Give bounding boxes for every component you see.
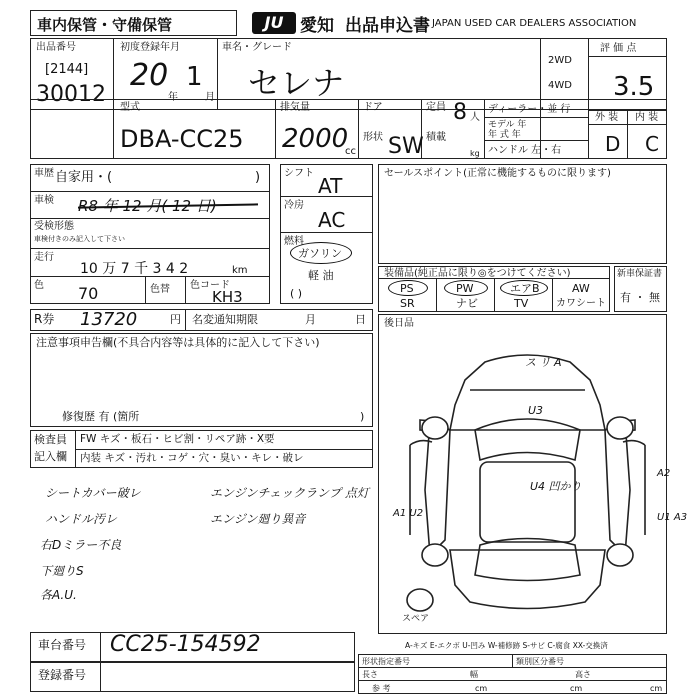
month-char: 月 (205, 92, 215, 103)
capacity-unit: 人 (470, 112, 480, 123)
equip-item-1-top: PS (400, 282, 414, 295)
cm-unit-3: cm (650, 684, 663, 693)
equip-item-2-bottom: ナビ (456, 297, 478, 310)
notice-month: 月 (305, 313, 316, 326)
handle-label: ハンドル 左・右 (488, 145, 562, 156)
car-rear-window (475, 539, 580, 581)
changed-label: 形状指定番号 (362, 657, 410, 666)
drive-2wd: 2WD (548, 55, 572, 66)
km-unit: km (232, 265, 248, 276)
equip-item-3-top: エアB (510, 282, 540, 295)
chassis-value: CC25-154592 (110, 632, 261, 657)
note-left-4: 下廻りS (40, 564, 84, 578)
color-code-value: KH3 (212, 288, 243, 306)
ext-grade: D (605, 132, 621, 156)
color-label: 色 (34, 280, 44, 291)
usage-label: 車歴 (34, 168, 54, 179)
disp-label: 排気量 (280, 102, 310, 113)
dealer-label: ディーラー・並 行 (488, 104, 571, 115)
ac-label: 冷房 (284, 200, 304, 211)
sales-label: セールスポイント(正常に機能するものに限ります) (384, 168, 611, 179)
name-label: 車名・グレード (222, 42, 292, 53)
cm-unit-1: cm (475, 684, 488, 693)
equip-item-4-top: AW (572, 282, 590, 295)
reg-number-label: 登録番号 (38, 668, 87, 682)
reg-month: 1 (186, 62, 203, 92)
inspector-line-1: FW キズ・板石・ヒビ割・リペア跡・X要 (80, 433, 275, 445)
lot-label: 出品番号 (36, 42, 76, 53)
damage-legend: A-キズ E-エクボ U-凹み W-補修跡 S-サビ C-腐食 XX-交換済 (405, 641, 608, 650)
height-label: 高さ (575, 670, 591, 679)
lot-number: 30012 (36, 82, 106, 107)
fuel-paren: ( ) (290, 287, 303, 300)
org-name: 愛知 (300, 16, 334, 36)
color-value: 70 (78, 284, 99, 303)
mileage-label: 走行 (34, 252, 54, 263)
note-left-3: 右Dミラー不良 (40, 538, 122, 552)
receipt-label: 受検形態 (34, 221, 74, 232)
note-left-1: シートカバー破レ (45, 486, 141, 500)
equipment-label: 装備品(純正品に限り◎をつけてください) (384, 268, 571, 279)
note-left-2: ハンドル汚レ (45, 512, 118, 526)
car-left-side (425, 420, 450, 555)
recycle-label: R券 (34, 312, 55, 326)
int-label: 内 装 (635, 112, 659, 123)
shift-value: AT (318, 174, 343, 198)
lot-bracket: [2144] (45, 62, 89, 77)
ju-logo: JU (252, 12, 296, 34)
spare-label: スペア (402, 614, 430, 624)
capacity-label: 定員 (426, 102, 446, 113)
displacement-value: 2000 (282, 124, 349, 154)
receipt-note: 車検付きのみ記入して下さい (34, 235, 125, 243)
drive-4wd: 4WD (548, 80, 572, 91)
note-left-5: 各A.U. (40, 588, 77, 602)
storage-label: 車内保管・守備保管 (37, 16, 173, 34)
chassis-label: 車台番号 (38, 638, 87, 652)
after-label: 後日品 (384, 318, 414, 329)
storage-box (30, 10, 237, 36)
capacity-value: 8 (453, 100, 467, 125)
inspector-label-2: 記入欄 (34, 450, 67, 463)
equip-item-3-bottom: TV (514, 297, 529, 310)
sales-block (378, 164, 667, 264)
mark-center: U4 凹かり (530, 480, 582, 493)
warranty-label: 新車保証書 (617, 269, 663, 279)
association-name: JAPAN USED CAR DEALERS ASSOCIATION (432, 18, 637, 29)
model-label: 型式 (120, 102, 140, 113)
reg-label: 初度登録年月 (120, 42, 180, 53)
wheel-spare (407, 589, 433, 611)
door-label: ドア (363, 102, 383, 113)
wheel-front-left (422, 417, 448, 439)
wheel-rear-left (422, 544, 448, 566)
notice-day: 日 (355, 313, 366, 326)
mark-roof: U3 (528, 404, 544, 417)
rating-label: 評 価 点 (600, 43, 637, 54)
model-year-label: モデル 年 (488, 120, 527, 130)
equip-item-1-bottom: SR (400, 297, 415, 310)
mark-right-lower: U1 A3 (657, 512, 688, 523)
fuel-diesel: 軽 油 (308, 269, 334, 282)
body-type: SW (388, 134, 424, 159)
car-rear-outline (450, 550, 605, 609)
width-label: 幅 (470, 670, 478, 679)
equip-item-4-bottom: カワシート (556, 298, 606, 309)
car-roof (480, 462, 575, 542)
mark-left: A1 U2 (393, 508, 424, 519)
note-right-2: エンジン廻り異音 (210, 512, 306, 526)
load-label: 積載 (426, 132, 446, 143)
usage-value: 自家用・( (55, 170, 113, 185)
year-char: 年 (168, 92, 178, 103)
fuel-gas: ガソリン (298, 247, 342, 260)
ref-label: 参 考 (372, 684, 391, 693)
remarks-label: 注意事項申告欄(不具合内容等は具体的に記入して下さい) (36, 336, 320, 349)
color-code-label: 色コード (190, 280, 230, 291)
inspector-label-1: 検査員 (34, 433, 67, 446)
recycle-fee: 13720 (80, 309, 138, 330)
inspector-line-2: 内装 キズ・汚れ・コゲ・穴・臭い・キレ・破レ (80, 452, 304, 464)
inspection-label: 車検 (34, 195, 54, 206)
wheel-rear-right (607, 544, 633, 566)
reg-year: 20 (130, 58, 169, 93)
length-label: 長さ (362, 670, 378, 679)
mark-right-upper: A2 (657, 468, 671, 479)
int-grade: C (645, 132, 659, 156)
mark-top: ス リ A (525, 356, 562, 369)
color-num-label: 色替 (150, 284, 170, 295)
wheel-front-right (607, 417, 633, 439)
shift-label: シフト (284, 168, 314, 179)
form-title: 出品申込書 (345, 16, 430, 36)
rating-value: 3.5 (613, 72, 655, 102)
ext-label: 外 装 (595, 112, 619, 123)
fuel-label: 燃料 (284, 236, 304, 247)
kg-unit: kg (470, 149, 480, 158)
equip-item-2-top: PW (456, 282, 474, 295)
usage-close: ) (255, 170, 261, 185)
note-right-1: エンジンチェックランプ 点灯 (210, 486, 369, 500)
car-windshield (475, 419, 580, 460)
ac-value: AC (318, 208, 346, 232)
warranty-opts: 有 ・ 無 (620, 291, 660, 304)
car-name: セレナ (248, 64, 345, 102)
door-shape-label: 形状 (363, 132, 383, 143)
repair-label: 修復歴 有 (箇所 (62, 410, 140, 423)
class-label: 類別区分番号 (516, 657, 564, 666)
cm-unit-2: cm (570, 684, 583, 693)
model-value: DBA-CC25 (120, 125, 244, 153)
car-damage-diagram (390, 350, 665, 620)
car-right-side (605, 420, 630, 555)
year-label: 年 式 年 (488, 130, 521, 140)
yen-unit: 円 (170, 313, 181, 326)
notice-label: 名変通知期限 (192, 313, 258, 326)
repair-close: ) (360, 410, 365, 423)
cc-unit: cc (345, 146, 356, 157)
mileage-value: 10 万 7 千 3 4 2 (80, 261, 189, 277)
